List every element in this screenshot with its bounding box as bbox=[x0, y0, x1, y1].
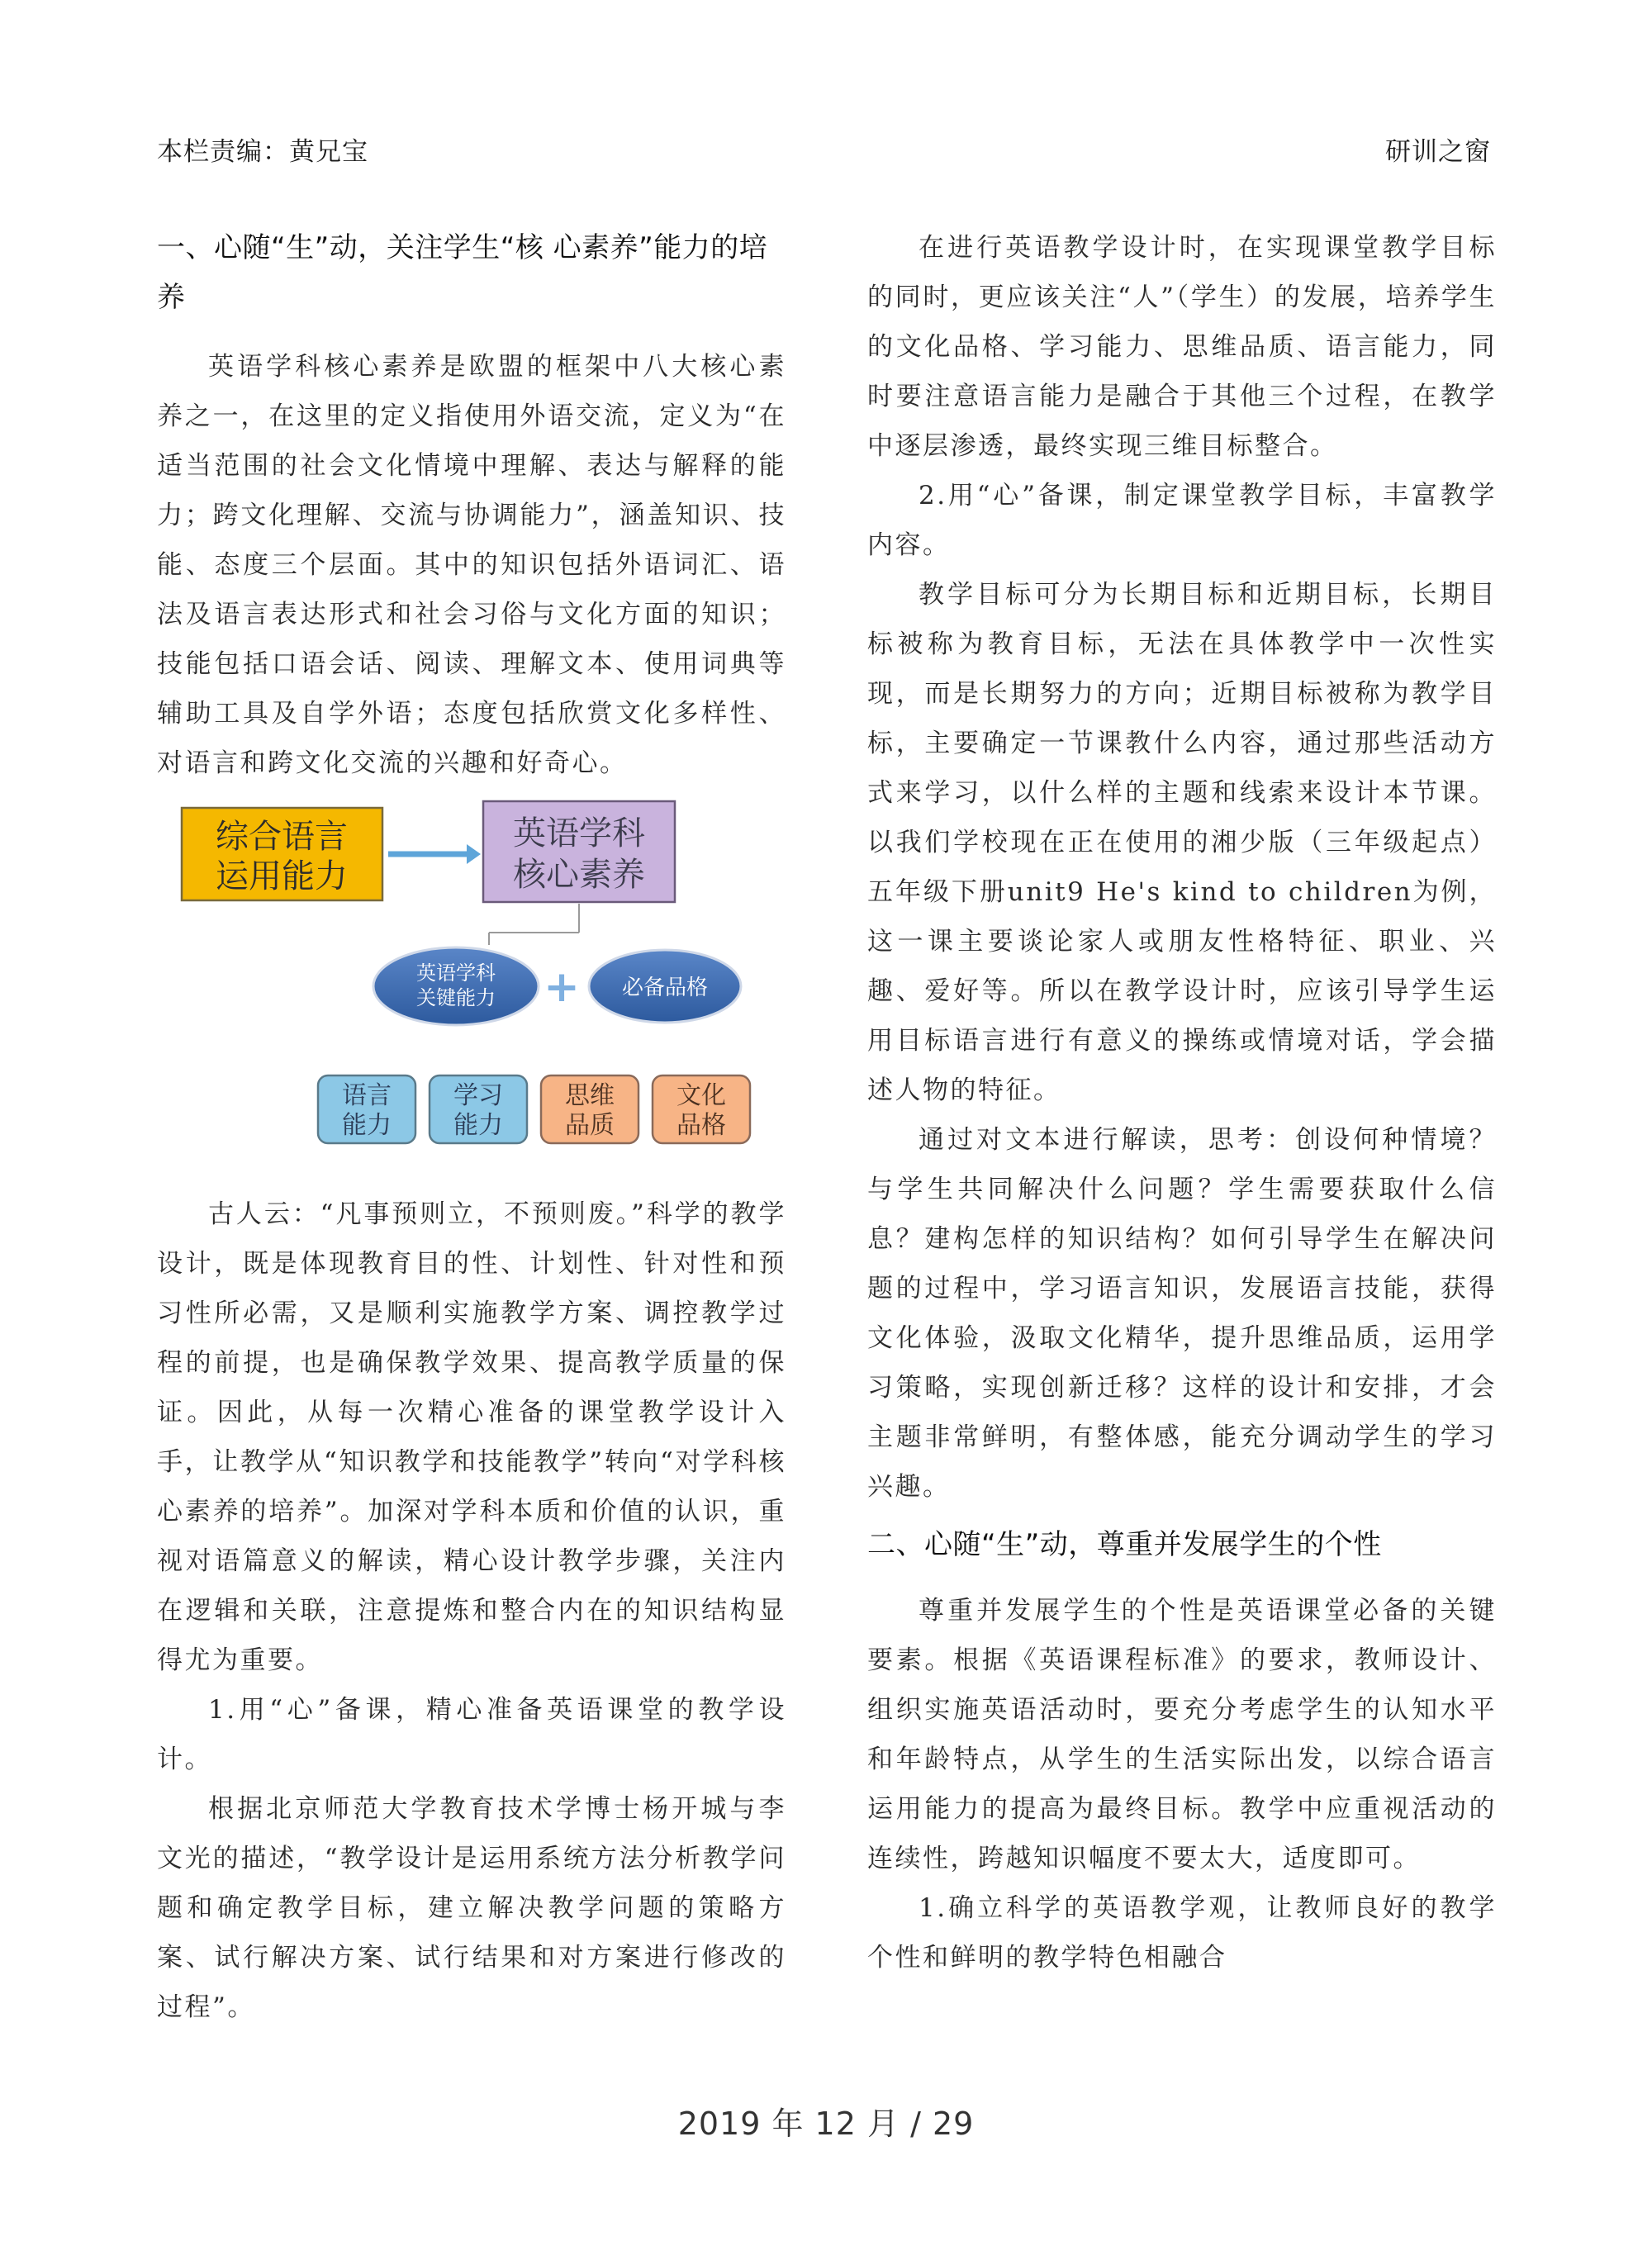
box-comprehensive-language-line2: 运用能力 bbox=[216, 857, 348, 895]
box-learning-ability-line1: 学习 bbox=[453, 1081, 503, 1110]
oval-key-abilities-line1: 英语学科 bbox=[416, 961, 496, 985]
box-learning-ability-line2: 能力 bbox=[453, 1111, 503, 1140]
paragraph: 在进行英语教学设计时，在实现课堂教学目标的同时，更应该关注“人”（学生）的发展，培养学生的文化品格、学习能力、思维品质、语言能力，同时要注意语言能力是融合于其他三个过程，在教学中逐层渗透，最终实现三维目标整合。 bbox=[867, 233, 1497, 461]
right-column bbox=[867, 223, 1497, 1982]
paragraph: 古人云：“凡事预则立，不预则废。”科学的教学设计，既是体现教育目的性、计划性、针对性和预习性所必需，又是顺利实施教学方案、调控教学过程的前提，也是确保教学效果、提高教学质量的保证。因此，从每一次精心准备的课堂教学设计入手，让教学从“知识教学和技能教学”转向“对学科核心素养的培养”。加深对学科本质和价值的认识，重视对语篇意义的解读，精心设计教学步骤，关注内在逻辑和关联，注意提炼和整合内在的知识结构显得尤为重要。 bbox=[157, 1199, 786, 1675]
paragraph: 尊重并发展学生的个性是英语课堂必备的关键要素。根据《英语课程标准》的要求，教师设计、组织实施英语活动时，要充分考虑学生的认知水平和年龄特点，从学生的生活实际出发，以综合语言运用能力的提高为最终目标。教学中应重视活动的连续性，跨越知识幅度不要太大，适度即可。 bbox=[867, 1596, 1497, 1873]
header-column-editor: 本栏责编：黄兄宝 bbox=[157, 137, 368, 167]
box-language-ability-line1: 语言 bbox=[342, 1081, 392, 1110]
page-number: 2019 年 12 月 / 29 bbox=[677, 2106, 975, 2142]
arrow-head bbox=[467, 844, 481, 864]
oval-essential-character-label: 必备品格 bbox=[621, 976, 709, 1000]
plus-sign: + bbox=[544, 962, 580, 1012]
paragraph: 通过对文本进行解读，思考：创设何种情境？与学生共同解决什么问题？学生需要获取什么信息？建构怎样的知识结构？如何引导学生在解决问题的过程中，学习语言知识，发展语言技能，获得文化体验，汲取文化精华，提升思维品质，运用学习策略，实现创新迁移？这样的设计和安排，才会主题非常鲜明，有整体感，能充分调动学生的学习兴趣。 bbox=[867, 1125, 1497, 1502]
box-english-core-literacy-line2: 核心素养 bbox=[513, 856, 645, 894]
paragraph: 英语学科核心素养是欧盟的框架中八大核心素养之一，在这里的定义指使用外语交流，定义为“在适当范围的社会文化情境中理解、表达与解释的能力；跨文化理解、交流与协调能力”，涵盖知识、技能、态度三个层面。其中的知识包括外语词汇、语法及语言表达形式和社会习俗与文化方面的知识；技能包括口语会话、阅读、理解文本、使用词典等辅助工具及自学外语；态度包括欣赏文化多样性、对语言和跨文化交流的兴趣和好奇心。 bbox=[157, 352, 786, 778]
box-english-core-literacy-line1: 英语学科 bbox=[513, 814, 645, 852]
box-comprehensive-language-line1: 综合语言 bbox=[216, 818, 348, 856]
box-thinking-quality-line1: 思维 bbox=[565, 1081, 615, 1110]
paragraph: 1.确立科学的英语教学观，让教师良好的教学个性和鲜明的教学特色相融合 bbox=[867, 1893, 1497, 1973]
header-section-title: 研训之窗 bbox=[1385, 137, 1491, 167]
diagram-svg bbox=[157, 796, 786, 1185]
core-literacy-diagram bbox=[157, 796, 786, 1185]
paragraph: 1.用“心”备课，精心准备英语课堂的教学设计。 bbox=[157, 1695, 786, 1774]
paragraph: 根据北京师范大学教育技术学博士杨开城与李文光的描述，“教学设计是运用系统方法分析教学问题和确定教学目标，建立解决教学问题的策略方案、试行解决方案、试行结果和对方案进行修改的过程”。 bbox=[157, 1794, 786, 2022]
box-thinking-quality-line2: 品质 bbox=[565, 1111, 615, 1140]
oval-key-abilities-line2: 关键能力 bbox=[416, 986, 496, 1009]
box-language-ability-line2: 能力 bbox=[342, 1111, 392, 1140]
box-cultural-character-line2: 品格 bbox=[676, 1111, 726, 1140]
section-heading-2: 二、心随“生”动，尊重并发展学生的个性 bbox=[867, 1528, 1382, 1561]
left-column bbox=[157, 223, 786, 2032]
box-cultural-character-line1: 文化 bbox=[676, 1081, 726, 1110]
paragraph: 教学目标可分为长期目标和近期目标，长期目标被称为教育目标，无法在具体教学中一次性实现，而是长期努力的方向；近期目标被称为教学目标，主要确定一节课教什么内容，通过那些活动方式来学习，以什么样的主题和线索来设计本节课。以我们学校现在正在使用的湘少版（三年级起点）五年级下册unit9 He's kind to children为例，这一课主要谈论家人或朋友性格特征、职业、兴趣、爱好等。所以在教学设计时，应该引导学生运用目标语言进行有意义的操练或情境对话，学会描述人物的特征。 bbox=[867, 580, 1497, 1105]
paragraph: 2.用“心”备课，制定课堂教学目标，丰富教学内容。 bbox=[867, 481, 1497, 560]
section-heading-1: 一、心随“生”动，关注学生“核 心素养”能力的培养 bbox=[157, 231, 768, 314]
connector-lines bbox=[489, 904, 579, 945]
